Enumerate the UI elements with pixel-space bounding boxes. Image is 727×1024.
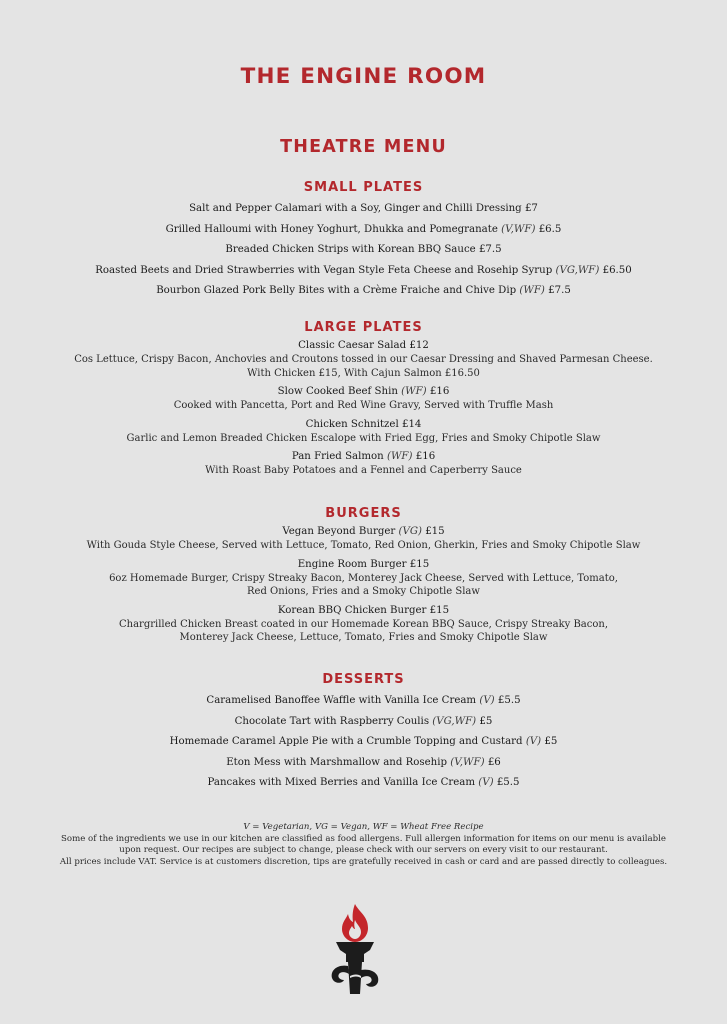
item-description: With Chicken £15, With Cajun Salmon £16.50 <box>247 367 480 379</box>
restaurant-name: THE ENGINE ROOM <box>240 64 487 89</box>
item-price: £6.50 <box>602 264 632 276</box>
section-large-plates <box>20 319 707 483</box>
item-price: £15 <box>409 558 430 570</box>
menu-item <box>20 220 707 241</box>
item-diet: (VG) <box>398 526 422 537</box>
menu-item <box>20 753 707 774</box>
menu-item <box>20 281 707 302</box>
item-description: Cos Lettuce, Crispy Bacon, Anchovies and Croutons tossed in our Caesar Dressing and Shaved Parmesan Cheese. <box>74 354 653 365</box>
item-text: Breaded Chicken Strips with Korean BBQ Sauce <box>225 244 476 255</box>
item-price: £15 <box>429 604 450 616</box>
section-heading: DESSERTS <box>322 672 405 687</box>
item-price: £5.5 <box>496 777 520 788</box>
menu-item <box>20 525 707 553</box>
item-price: £16 <box>415 451 436 462</box>
menu-item <box>20 712 707 733</box>
item-diet: (WF) <box>401 386 427 397</box>
item-text: Grilled Halloumi with Honey Yoghurt, Dhukka and Pomegranate <box>165 223 498 235</box>
item-diet: (WF) <box>386 451 413 462</box>
item-price: £7 <box>524 203 538 214</box>
item-name: Classic Caesar Salad <box>298 340 407 351</box>
menu-item <box>20 732 707 753</box>
menu-item <box>20 339 707 380</box>
flame-torch-icon <box>326 902 384 998</box>
item-text: Salt and Pepper Calamari with a Soy, Ginger and Chilli Dressing <box>189 203 522 214</box>
item-name: Korean BBQ Chicken Burger <box>277 604 427 616</box>
item-diet: (VG,WF) <box>432 715 477 727</box>
item-name-line <box>20 604 707 618</box>
item-diet: (V,WF) <box>450 756 485 768</box>
menu-item <box>20 558 707 599</box>
item-name-line <box>20 385 707 399</box>
item-text: Homemade Caramel Apple Pie with a Crumble Topping and Custard <box>169 736 523 747</box>
menu-item <box>20 261 707 282</box>
menu-item <box>20 199 707 220</box>
item-text: Chocolate Tart with Raspberry Coulis <box>234 715 430 727</box>
item-name: Pan Fried Salmon <box>291 451 384 462</box>
item-price: £5 <box>544 736 558 747</box>
item-diet: (WF) <box>519 285 545 296</box>
item-price: £12 <box>409 340 429 351</box>
item-name-line <box>20 418 707 432</box>
item-text: Eton Mess with Marshmallow and Rosehip <box>226 756 447 768</box>
item-description: Red Onions, Fries and a Smoky Chipotle Slaw <box>247 586 480 597</box>
allergen-note: upon request. Our recipes are subject to change, please check with our servers on every visit to our restaurant. <box>119 845 608 856</box>
menu-item <box>20 418 707 446</box>
item-description: 6oz Homemade Burger, Crispy Streaky Bacon, Monterey Jack Cheese, Served with Lettuce, Tomato, <box>109 572 618 584</box>
item-name-line <box>20 450 707 464</box>
item-name: Slow Cooked Beef Shin <box>277 386 398 397</box>
item-diet: (V) <box>478 777 494 788</box>
item-diet: (V) <box>479 695 495 706</box>
item-price: £5.5 <box>497 695 521 706</box>
item-price: £16 <box>429 386 450 397</box>
torch-handle <box>348 962 362 994</box>
torch-cup <box>336 942 374 962</box>
item-price: £15 <box>425 526 445 537</box>
menu-item <box>20 240 707 261</box>
section-heading: SMALL PLATES <box>303 180 424 195</box>
item-text: Bourbon Glazed Pork Belly Bites with a Crème Fraiche and Chive Dip <box>156 285 517 296</box>
item-name-line <box>20 339 707 353</box>
item-name: Engine Room Burger <box>297 558 407 570</box>
item-description: Chargrilled Chicken Breast coated in our Homemade Korean BBQ Sauce, Crispy Streaky Bacon, <box>118 618 609 630</box>
menu-item <box>20 691 707 712</box>
logo-graphic <box>326 902 384 998</box>
swirl-left <box>332 966 349 983</box>
menu-item <box>20 450 707 478</box>
section-burgers <box>20 505 707 650</box>
diet-legend: V = Vegetarian, VG = Vegan, WF = Wheat Free Recipe <box>243 822 484 832</box>
section-desserts <box>20 671 707 794</box>
item-price: £7.5 <box>478 244 502 255</box>
item-name-line <box>20 525 707 539</box>
item-price: £7.5 <box>548 285 571 296</box>
item-description: Monterey Jack Cheese, Lettuce, Tomato, Fries and Smoky Chipotle Slaw <box>179 632 548 643</box>
item-description: With Gouda Style Cheese, Served with Lettuce, Tomato, Red Onion, Gherkin, Fries and Smoky Chipotle Slaw <box>86 540 641 551</box>
menu-item <box>20 385 707 413</box>
item-name-line <box>20 558 707 572</box>
item-diet: (VG,WF) <box>555 264 600 276</box>
item-text: Caramelised Banoffee Waffle with Vanilla Ice Cream <box>206 695 477 706</box>
item-name: Vegan Beyond Burger <box>282 526 396 537</box>
footer-notes <box>40 822 687 868</box>
section-small-plates <box>20 179 707 302</box>
item-text: Roasted Beets and Dried Strawberries with Vegan Style Feta Cheese and Rosehip Syrup <box>95 264 553 276</box>
swirl-right <box>361 970 378 987</box>
item-name: Chicken Schnitzel <box>305 418 399 430</box>
item-text: Pancakes with Mixed Berries and Vanilla Ice Cream <box>207 777 476 788</box>
allergen-note: Some of the ingredients we use in our kitchen are classified as food allergens. Full allergen information for items on our menu is available <box>61 833 666 844</box>
item-diet: (V) <box>525 736 542 747</box>
item-description: With Roast Baby Potatoes and a Fennel and Caperberry Sauce <box>205 465 522 476</box>
menu-title: THEATRE MENU <box>280 137 447 157</box>
item-diet: (V,WF) <box>501 223 536 235</box>
item-description: Garlic and Lemon Breaded Chicken Escalope with Fried Egg, Fries and Smoky Chipotle Slaw <box>126 432 601 444</box>
section-heading: BURGERS <box>325 506 402 521</box>
menu-item <box>20 604 707 645</box>
item-price: £6.5 <box>538 223 562 235</box>
section-heading: LARGE PLATES <box>304 320 423 335</box>
vat-note: All prices include VAT. Service is at customers discretion, tips are gratefully received in cash or card and are passed directly to colleagues. <box>59 856 668 867</box>
item-price: £14 <box>401 418 422 430</box>
item-price: £5 <box>479 715 493 727</box>
item-price: £6 <box>487 756 501 768</box>
item-description: Cooked with Pancetta, Port and Red Wine Gravy, Served with Truffle Mash <box>173 400 554 411</box>
menu-item <box>20 773 707 794</box>
